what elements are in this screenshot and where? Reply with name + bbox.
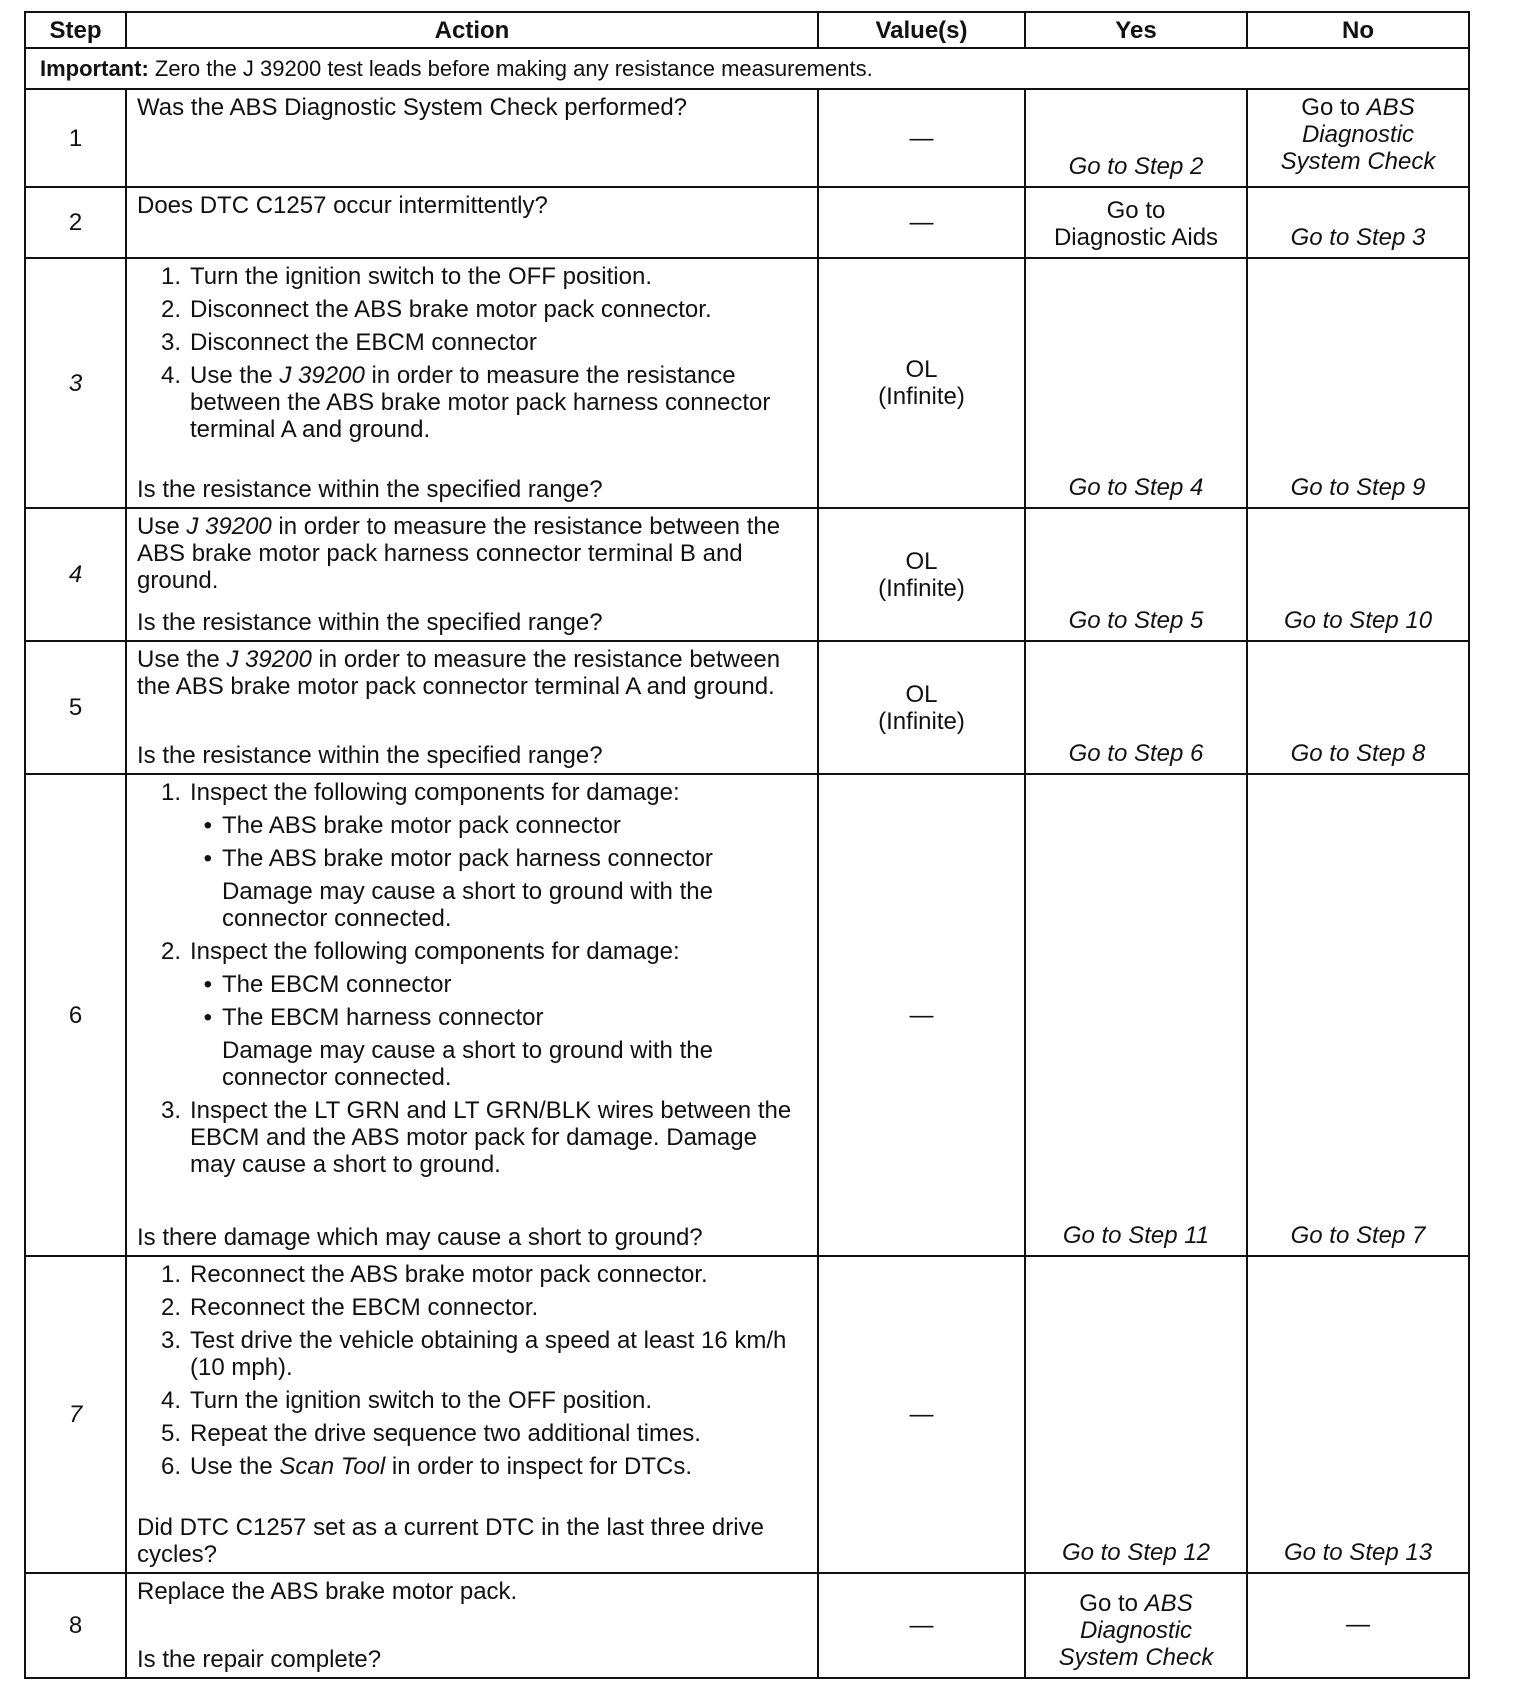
list-marker: 4. — [160, 1387, 181, 1414]
list-text — [190, 1327, 807, 1381]
important-label: Important: — [40, 56, 149, 81]
step-row-7 — [25, 1256, 1469, 1573]
yes-link — [1036, 607, 1236, 634]
text-segment: System Check — [1058, 1644, 1214, 1671]
list-text — [190, 1097, 807, 1178]
list-text — [190, 263, 652, 290]
step-row-5 — [25, 641, 1469, 774]
step-number: 8 — [25, 1573, 126, 1678]
action-cell — [126, 187, 818, 258]
list-marker: 3. — [160, 329, 181, 356]
list-marker: 1. — [160, 263, 181, 290]
yes-link — [1036, 740, 1236, 767]
text-segment: J 39200 — [279, 362, 365, 389]
list-marker: • — [203, 812, 212, 839]
numbered-step — [137, 1261, 807, 1288]
list-marker: 2. — [160, 938, 181, 965]
action-text — [137, 192, 807, 219]
list-text — [222, 971, 451, 998]
action-cell — [126, 1256, 818, 1573]
header-values: Value(s) — [818, 12, 1025, 48]
action-cell — [126, 89, 818, 187]
numbered-step — [137, 329, 807, 356]
text-segment: Damage may cause a short to ground with the connector connected. — [222, 1037, 713, 1091]
diagnostic-table — [24, 11, 1470, 1679]
text-segment: Go to Step 12 — [1061, 1539, 1211, 1566]
value-cell — [818, 1256, 1025, 1573]
list-marker: 2. — [160, 1294, 181, 1321]
important-note-row — [25, 48, 1469, 89]
value-text: (Infinite) — [878, 707, 965, 735]
numbered-step — [137, 263, 807, 290]
action-content — [137, 192, 807, 253]
yes-link — [1036, 1539, 1236, 1566]
yes-cell — [1025, 508, 1247, 641]
no-link — [1258, 740, 1458, 767]
header-yes: Yes — [1025, 12, 1247, 48]
numbered-step — [137, 1097, 807, 1178]
value-text: — — [909, 124, 934, 152]
important-text: Zero the J 39200 test leads before making any resistance measurements. — [148, 56, 873, 81]
action-text — [137, 94, 807, 121]
value-cell — [818, 1573, 1025, 1678]
step-row-2 — [25, 187, 1469, 258]
action-question: Is the resistance within the specified range? — [137, 476, 603, 503]
numbered-step — [137, 1453, 807, 1480]
action-content — [137, 263, 807, 503]
list-marker: 3. — [160, 1097, 181, 1124]
numbered-step — [137, 779, 807, 806]
yes-link — [1036, 224, 1236, 251]
no-link — [1258, 148, 1458, 175]
step-number: 7 — [25, 1256, 126, 1573]
numbered-step — [137, 1420, 807, 1447]
text-segment: Use the — [137, 646, 227, 673]
text-segment: System Check — [1280, 148, 1436, 175]
step-number: 4 — [25, 508, 126, 641]
text-segment: Inspect the following components for damage: — [190, 938, 680, 965]
text-segment: Go to — [1301, 94, 1367, 121]
list-text — [222, 845, 713, 872]
list-marker: 3. — [160, 1327, 181, 1354]
numbered-step — [137, 1387, 807, 1414]
text-segment: Diagnostic — [1301, 121, 1415, 148]
value-text: OL — [905, 547, 938, 575]
action-text — [137, 878, 807, 932]
text-segment: Reconnect the EBCM connector. — [190, 1294, 539, 1321]
text-segment: Damage may cause a short to ground with the connector connected. — [222, 878, 713, 932]
header-step: Step — [25, 12, 126, 48]
text-segment: Disconnect the ABS brake motor pack connector. — [190, 296, 712, 323]
numbered-step — [137, 1294, 807, 1321]
header-action: Action — [126, 12, 818, 48]
text-segment: Go to Step 5 — [1068, 607, 1204, 634]
action-question: Is there damage which may cause a short to ground? — [137, 1224, 703, 1251]
step-row-3 — [25, 258, 1469, 508]
list-text — [137, 513, 807, 594]
no-link — [1258, 121, 1458, 148]
action-cell — [126, 258, 818, 508]
yes-cell — [1025, 258, 1247, 508]
text-segment: Disconnect the EBCM connector — [190, 329, 537, 356]
text-segment: Go to Step 11 — [1062, 1222, 1210, 1249]
yes-cell — [1025, 89, 1247, 187]
list-text — [190, 938, 680, 965]
no-link — [1258, 1222, 1458, 1249]
value-text: (Infinite) — [878, 574, 965, 602]
text-segment: Diagnostic — [1079, 1617, 1193, 1644]
action-question: Is the resistance within the specified range? — [137, 609, 603, 636]
list-marker: 1. — [160, 779, 181, 806]
text-segment: Reconnect the ABS brake motor pack connector. — [190, 1261, 708, 1288]
list-marker: 4. — [160, 362, 181, 389]
step-number: 2 — [25, 187, 126, 258]
action-question: Did DTC C1257 set as a current DTC in the last three drive cycles? — [137, 1514, 764, 1568]
text-segment: Go to — [1079, 1590, 1145, 1617]
yes-cell — [1025, 1573, 1247, 1678]
yes-link — [1036, 1644, 1236, 1671]
list-marker: 6. — [160, 1453, 181, 1480]
yes-link — [1036, 1222, 1236, 1249]
numbered-step — [137, 938, 807, 965]
text-segment: in order to measure the resistance between the ABS brake motor pack connector terminal A and ground. — [137, 646, 781, 700]
list-text — [190, 1387, 652, 1414]
value-text: OL — [905, 680, 938, 708]
text-segment: ABS — [1366, 94, 1415, 121]
no-cell — [1247, 1256, 1469, 1573]
text-segment: Go to Step 6 — [1068, 740, 1204, 767]
step-row-6 — [25, 774, 1469, 1256]
action-cell — [126, 641, 818, 774]
list-text — [190, 329, 537, 356]
text-segment: Was the ABS Diagnostic System Check performed? — [137, 94, 688, 121]
value-cell — [818, 89, 1025, 187]
text-segment: Inspect the following components for damage: — [190, 779, 680, 806]
yes-cell — [1025, 774, 1247, 1256]
no-cell — [1247, 508, 1469, 641]
no-cell — [1247, 774, 1469, 1256]
list-text — [137, 94, 687, 121]
no-link — [1258, 1539, 1458, 1566]
text-segment: in order to measure the resistance between the ABS brake motor pack harness connector terminal A and ground. — [190, 362, 771, 443]
value-cell — [818, 508, 1025, 641]
value-text: — — [909, 209, 934, 236]
step-number: 6 — [25, 774, 126, 1256]
text-segment: Replace the ABS brake motor pack. — [137, 1578, 518, 1605]
list-marker: • — [203, 845, 212, 872]
list-marker: 2. — [160, 296, 181, 323]
text-segment: Use — [137, 513, 187, 540]
text-segment: Go to Step 4 — [1068, 474, 1204, 501]
value-cell — [818, 774, 1025, 1256]
action-content — [137, 646, 807, 769]
list-text — [222, 1004, 543, 1031]
action-text — [137, 513, 807, 594]
list-marker: 1. — [160, 1261, 181, 1288]
list-text — [190, 296, 712, 323]
bullet-item — [137, 845, 807, 872]
text-segment: in order to measure the resistance between the ABS brake motor pack harness connector terminal B and ground. — [137, 513, 781, 594]
no-cell — [1247, 258, 1469, 508]
text-segment: Go to Step 13 — [1283, 1539, 1433, 1566]
yes-link — [1036, 474, 1236, 501]
no-link — [1258, 607, 1458, 634]
bullet-item — [137, 812, 807, 839]
no-cell — [1247, 641, 1469, 774]
action-text — [137, 1037, 807, 1091]
list-text — [222, 878, 807, 932]
yes-link — [1036, 153, 1236, 180]
text-segment: Go to Step 8 — [1290, 740, 1426, 767]
list-text — [137, 192, 548, 219]
action-cell — [126, 508, 818, 641]
no-link — [1258, 94, 1458, 121]
text-segment: The EBCM harness connector — [222, 1004, 544, 1031]
text-segment: Scan Tool — [279, 1453, 386, 1480]
header-no: No — [1247, 12, 1469, 48]
important-note — [25, 48, 1469, 89]
action-cell — [126, 1573, 818, 1678]
text-segment: Turn the ignition switch to the OFF position. — [190, 263, 652, 290]
action-content — [137, 1261, 807, 1568]
action-question: Is the repair complete? — [137, 1646, 382, 1673]
text-segment: The ABS brake motor pack connector — [222, 812, 621, 839]
text-segment: Go to Step 3 — [1290, 224, 1426, 251]
list-marker: • — [203, 1004, 212, 1031]
text-segment: The EBCM connector — [222, 971, 452, 998]
list-text — [137, 646, 807, 700]
numbered-step — [137, 362, 807, 443]
action-content — [137, 779, 807, 1251]
text-segment: Go to Step 2 — [1068, 153, 1204, 180]
bullet-item — [137, 1004, 807, 1031]
list-text — [190, 779, 680, 806]
list-text — [190, 1294, 538, 1321]
text-segment: J 39200 — [186, 513, 272, 540]
value-text: (Infinite) — [878, 383, 965, 410]
text-segment: The ABS brake motor pack harness connector — [222, 845, 713, 872]
text-segment: ABS — [1144, 1590, 1193, 1617]
no-cell — [1247, 1573, 1469, 1678]
action-cell — [126, 774, 818, 1256]
numbered-step — [137, 1327, 807, 1381]
action-text — [137, 1578, 807, 1605]
text-segment: Repeat the drive sequence two additional times. — [190, 1420, 701, 1447]
text-segment: Inspect the LT GRN and LT GRN/BLK wires between the EBCM and the ABS motor pack for damage. Damage may cause a short to ground. — [190, 1097, 792, 1178]
no-link — [1258, 224, 1458, 251]
action-content — [137, 1578, 807, 1673]
list-text — [222, 812, 621, 839]
text-segment: Go to Step 7 — [1290, 1222, 1426, 1249]
step-row-8 — [25, 1573, 1469, 1678]
list-text — [190, 362, 807, 443]
dash: — — [1346, 1611, 1370, 1638]
list-marker: • — [203, 971, 212, 998]
step-row-4 — [25, 508, 1469, 641]
no-cell — [1247, 89, 1469, 187]
text-segment: Does DTC C1257 occur intermittently? — [137, 192, 548, 219]
text-segment: Go to Step 9 — [1290, 474, 1426, 501]
value-text: — — [909, 1001, 934, 1029]
header-row — [25, 12, 1469, 48]
value-cell — [818, 641, 1025, 774]
yes-cell — [1025, 1256, 1247, 1573]
yes-cell — [1025, 641, 1247, 774]
step-number: 5 — [25, 641, 126, 774]
value-text: OL — [905, 356, 938, 383]
list-marker: 5. — [160, 1420, 181, 1447]
value-text: — — [909, 1401, 934, 1428]
numbered-step — [137, 296, 807, 323]
step-number: 3 — [25, 258, 126, 508]
text-segment: Turn the ignition switch to the OFF position. — [190, 1387, 652, 1414]
step-number: 1 — [25, 89, 126, 187]
text-segment: Go to — [1106, 197, 1166, 224]
yes-cell — [1025, 187, 1247, 258]
value-cell — [818, 187, 1025, 258]
no-cell — [1247, 187, 1469, 258]
value-cell — [818, 258, 1025, 508]
list-text — [190, 1420, 701, 1447]
yes-link — [1036, 1590, 1236, 1617]
yes-link — [1036, 1617, 1236, 1644]
no-link — [1258, 474, 1458, 501]
value-text: — — [909, 1612, 934, 1639]
text-segment: Diagnostic Aids — [1053, 224, 1219, 251]
action-content — [137, 94, 807, 182]
no-link — [1258, 1611, 1458, 1638]
action-question: Is the resistance within the specified range? — [137, 742, 603, 769]
text-segment: J 39200 — [226, 646, 312, 673]
list-text — [190, 1453, 692, 1480]
text-segment: Go to Step 10 — [1283, 607, 1433, 634]
list-text — [190, 1261, 708, 1288]
action-content — [137, 513, 807, 636]
step-row-1 — [25, 89, 1469, 187]
yes-link — [1036, 197, 1236, 224]
text-segment: in order to inspect for DTCs. — [385, 1453, 693, 1480]
text-segment: Use the — [190, 362, 280, 389]
action-text — [137, 646, 807, 700]
text-segment: Test drive the vehicle obtaining a speed at least 16 km/h (10 mph). — [190, 1327, 787, 1381]
text-segment: Use the — [190, 1453, 280, 1480]
list-text — [137, 1578, 517, 1605]
bullet-item — [137, 971, 807, 998]
list-text — [222, 1037, 807, 1091]
